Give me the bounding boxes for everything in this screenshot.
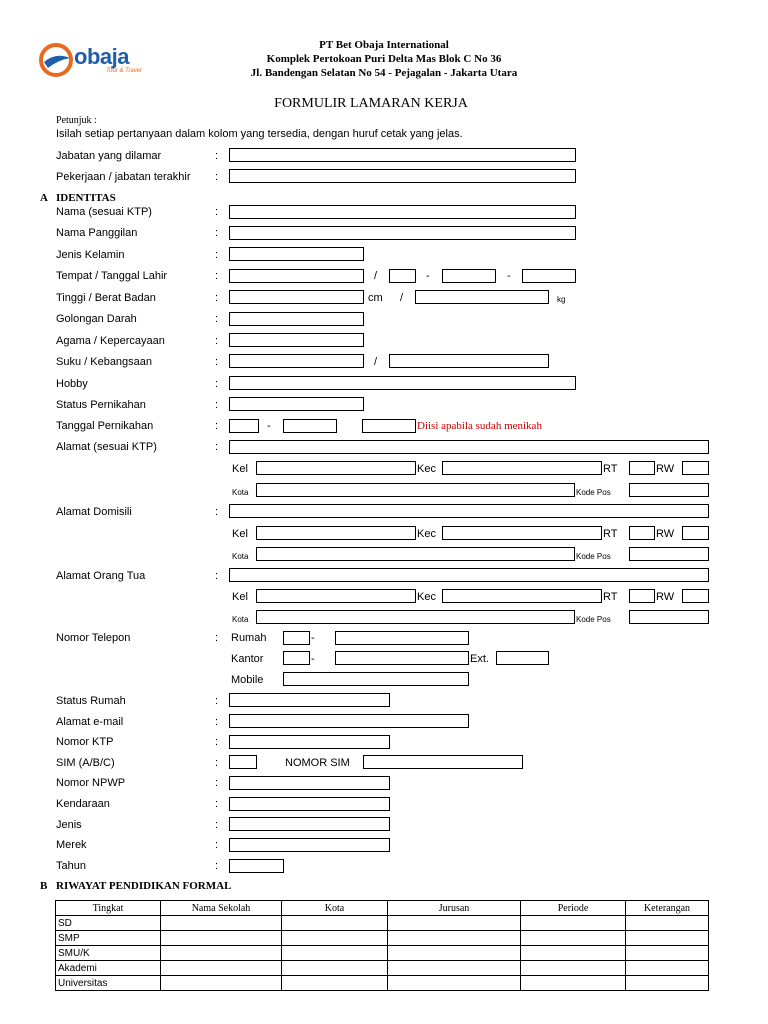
- rumah-label: Rumah: [231, 632, 267, 644]
- label-pekerjaan: Pekerjaan / jabatan terakhir: [56, 171, 191, 183]
- colon: :: [215, 441, 219, 453]
- label-jenis: Jenis: [56, 819, 82, 831]
- table-cell[interactable]: [521, 931, 626, 946]
- alamat-ortu-kota-field[interactable]: [256, 610, 575, 624]
- cm-label: cm: [368, 292, 383, 304]
- colon: :: [215, 839, 219, 851]
- form-title: FORMULIR LAMARAN KERJA: [274, 96, 468, 111]
- kendaraan-field[interactable]: [229, 797, 390, 811]
- alamat-ktp-kec-field[interactable]: [442, 461, 602, 475]
- colon: :: [215, 171, 219, 183]
- label-ktp: Nomor KTP: [56, 736, 114, 748]
- dash: -: [311, 632, 315, 644]
- agama-field[interactable]: [229, 333, 364, 347]
- alamat-domisili-kodepos-field[interactable]: [629, 547, 709, 561]
- rw-label: RW: [656, 591, 675, 603]
- hobby-field[interactable]: [229, 376, 576, 390]
- rumah-number-field[interactable]: [335, 631, 469, 645]
- label-kendaraan: Kendaraan: [56, 798, 110, 810]
- slash: /: [374, 356, 378, 368]
- suku-field[interactable]: [229, 354, 364, 368]
- tgl-nikah-month-field[interactable]: [283, 419, 337, 433]
- colon: :: [215, 378, 219, 390]
- status-nikah-field[interactable]: [229, 397, 364, 411]
- table-cell[interactable]: [521, 961, 626, 976]
- kantor-area-field[interactable]: [283, 651, 310, 665]
- table-cell[interactable]: [626, 931, 709, 946]
- label-alamat-ortu: Alamat Orang Tua: [56, 570, 146, 582]
- colon: :: [215, 399, 219, 411]
- colon: :: [215, 798, 219, 810]
- tinggi-field[interactable]: [229, 290, 364, 304]
- table-cell[interactable]: [161, 961, 282, 976]
- label-tgl-nikah: Tanggal Pernikahan: [56, 420, 154, 432]
- label-darah: Golongan Darah: [56, 313, 137, 325]
- jabatan-field[interactable]: [229, 148, 576, 162]
- colon: :: [215, 777, 219, 789]
- table-cell[interactable]: [161, 931, 282, 946]
- colon: :: [215, 736, 219, 748]
- tempat-lahir-field[interactable]: [229, 269, 364, 283]
- mobile-label: Mobile: [231, 674, 264, 686]
- kota-label: Kota: [232, 615, 249, 624]
- rt-label: RT: [603, 528, 618, 540]
- ext-field[interactable]: [496, 651, 549, 665]
- logo-subtext: Tour & Travel: [106, 68, 142, 74]
- table-cell[interactable]: [388, 916, 521, 931]
- kec-label: Kec: [417, 463, 436, 475]
- alamat-ktp-rt-field[interactable]: [629, 461, 655, 475]
- table-cell[interactable]: [388, 961, 521, 976]
- label-npwp: Nomor NPWP: [56, 777, 126, 789]
- table-cell[interactable]: [161, 916, 282, 931]
- darah-field[interactable]: [229, 312, 364, 326]
- section-a-title: IDENTITAS: [56, 192, 116, 204]
- column-header: Kota: [282, 901, 388, 916]
- instructions-text: Isilah setiap pertanyaan dalam kolom yang tersedia, dengan huruf cetak yang jelas.: [56, 128, 463, 140]
- label-suku: Suku / Kebangsaan: [56, 356, 153, 368]
- slash: /: [374, 270, 378, 282]
- kode-pos-label: Kode Pos: [576, 552, 611, 561]
- colon: :: [215, 270, 219, 282]
- alamat-ktp-kodepos-field[interactable]: [629, 483, 709, 497]
- alamat-ktp-kota-field[interactable]: [256, 483, 575, 497]
- column-header: Jurusan: [388, 901, 521, 916]
- jenis-field[interactable]: [229, 817, 390, 831]
- rt-label: RT: [603, 463, 618, 475]
- table-row: [56, 976, 709, 991]
- column-header: Nama Sekolah: [161, 901, 282, 916]
- alamat-ortu-field[interactable]: [229, 568, 709, 582]
- tingkat-cell: SD: [56, 916, 161, 931]
- tingkat-cell: SMP: [56, 931, 161, 946]
- dash: -: [311, 653, 315, 665]
- table-cell[interactable]: [388, 946, 521, 961]
- table-cell[interactable]: [161, 976, 282, 991]
- colon: :: [215, 227, 219, 239]
- kelamin-field[interactable]: [229, 247, 364, 261]
- colon: :: [215, 292, 219, 304]
- alamat-ortu-rw-field[interactable]: [682, 589, 709, 603]
- alamat-ortu-kel-field[interactable]: [256, 589, 416, 603]
- table-cell[interactable]: [282, 916, 388, 931]
- table-cell[interactable]: [626, 946, 709, 961]
- slash: /: [400, 292, 404, 304]
- rw-label: RW: [656, 463, 675, 475]
- table-cell[interactable]: [282, 946, 388, 961]
- tgl-lahir-day-field[interactable]: [389, 269, 416, 283]
- label-tinggi: Tinggi / Berat Badan: [56, 292, 156, 304]
- column-header: Periode: [521, 901, 626, 916]
- alamat-ortu-rt-field[interactable]: [629, 589, 655, 603]
- table-cell[interactable]: [282, 961, 388, 976]
- colon: :: [215, 356, 219, 368]
- status-rumah-field[interactable]: [229, 693, 390, 707]
- table-cell[interactable]: [626, 976, 709, 991]
- nikah-note: Diisi apabila sudah menikah: [417, 420, 542, 432]
- table-row: [56, 931, 709, 946]
- npwp-field[interactable]: [229, 776, 390, 790]
- colon: :: [215, 313, 219, 325]
- label-status-rumah: Status Rumah: [56, 695, 126, 707]
- alamat-domisili-rt-field[interactable]: [629, 526, 655, 540]
- colon: :: [215, 570, 219, 582]
- ktp-field[interactable]: [229, 735, 390, 749]
- table-cell[interactable]: [521, 916, 626, 931]
- panggilan-field[interactable]: [229, 226, 576, 240]
- tgl-nikah-day-field[interactable]: [229, 419, 259, 433]
- label-sim: SIM (A/B/C): [56, 757, 115, 769]
- pekerjaan-field[interactable]: [229, 169, 576, 183]
- label-ttl: Tempat / Tanggal Lahir: [56, 270, 168, 282]
- table-cell[interactable]: [161, 946, 282, 961]
- table-row: [56, 916, 709, 931]
- colon: :: [215, 632, 219, 644]
- label-agama: Agama / Kepercayaan: [56, 335, 165, 347]
- alamat-ortu-kodepos-field[interactable]: [629, 610, 709, 624]
- ext-label: Ext.: [470, 653, 489, 665]
- tingkat-cell: SMU/K: [56, 946, 161, 961]
- table-cell[interactable]: [388, 976, 521, 991]
- dash: -: [426, 270, 430, 282]
- kantor-number-field[interactable]: [335, 651, 469, 665]
- label-nama: Nama (sesuai KTP): [56, 206, 152, 218]
- section-b-title: RIWAYAT PENDIDIKAN FORMAL: [56, 880, 232, 892]
- alamat-ktp-field[interactable]: [229, 440, 709, 454]
- kota-label: Kota: [232, 552, 249, 561]
- kode-pos-label: Kode Pos: [576, 488, 611, 497]
- tgl-lahir-year-field[interactable]: [522, 269, 576, 283]
- colon: :: [215, 757, 219, 769]
- label-telepon: Nomor Telepon: [56, 632, 131, 644]
- tgl-nikah-year-field[interactable]: [362, 419, 416, 433]
- nomor-sim-field[interactable]: [363, 755, 523, 769]
- kec-label: Kec: [417, 591, 436, 603]
- column-header: Keterangan: [626, 901, 709, 916]
- table-cell[interactable]: [626, 916, 709, 931]
- column-header: Tingkat: [56, 901, 161, 916]
- tgl-lahir-month-field[interactable]: [442, 269, 496, 283]
- alamat-ktp-kel-field[interactable]: [256, 461, 416, 475]
- table-cell[interactable]: [626, 961, 709, 976]
- label-kelamin: Jenis Kelamin: [56, 249, 125, 261]
- colon: :: [215, 335, 219, 347]
- dash: -: [267, 420, 271, 432]
- kel-label: Kel: [232, 463, 248, 475]
- colon: :: [215, 819, 219, 831]
- alamat-domisili-kota-field[interactable]: [256, 547, 575, 561]
- instructions-label: Petunjuk :: [56, 115, 97, 126]
- label-status-nikah: Status Pernikahan: [56, 399, 146, 411]
- table-row: [56, 946, 709, 961]
- education-header-row: [56, 901, 709, 916]
- table-cell[interactable]: [388, 931, 521, 946]
- tingkat-cell: Akademi: [56, 961, 161, 976]
- kel-label: Kel: [232, 591, 248, 603]
- label-alamat-ktp: Alamat (sesuai KTP): [56, 441, 157, 453]
- merek-field[interactable]: [229, 838, 390, 852]
- table-row: [56, 961, 709, 976]
- alamat-ortu-kec-field[interactable]: [442, 589, 602, 603]
- rumah-area-field[interactable]: [283, 631, 310, 645]
- label-tahun: Tahun: [56, 860, 86, 872]
- tahun-field[interactable]: [229, 859, 284, 873]
- kebangsaan-field[interactable]: [389, 354, 549, 368]
- rw-label: RW: [656, 528, 675, 540]
- kec-label: Kec: [417, 528, 436, 540]
- colon: :: [215, 420, 219, 432]
- colon: :: [215, 716, 219, 728]
- alamat-domisili-kel-field[interactable]: [256, 526, 416, 540]
- label-alamat-domisili: Alamat Domisili: [56, 506, 132, 518]
- section-a-letter: A: [40, 192, 48, 204]
- label-hobby: Hobby: [56, 378, 88, 390]
- education-table: [55, 900, 709, 991]
- nama-field[interactable]: [229, 205, 576, 219]
- alamat-domisili-rw-field[interactable]: [682, 526, 709, 540]
- company-address-1: Komplek Pertokoan Puri Delta Mas Blok C No 36: [266, 53, 502, 65]
- table-cell[interactable]: [282, 976, 388, 991]
- label-email: Alamat e-mail: [56, 716, 124, 728]
- alamat-domisili-kec-field[interactable]: [442, 526, 602, 540]
- email-field[interactable]: [229, 714, 469, 728]
- label-panggilan: Nama Panggilan: [56, 227, 138, 239]
- logo-text: obaja: [74, 44, 129, 69]
- mobile-field[interactable]: [283, 672, 469, 686]
- rt-label: RT: [603, 591, 618, 603]
- dash: -: [507, 270, 511, 282]
- kode-pos-label: Kode Pos: [576, 615, 611, 624]
- kel-label: Kel: [232, 528, 248, 540]
- colon: :: [215, 150, 219, 162]
- alamat-domisili-field[interactable]: [229, 504, 709, 518]
- colon: :: [215, 860, 219, 872]
- table-cell[interactable]: [282, 931, 388, 946]
- tingkat-cell: Universitas: [56, 976, 161, 991]
- company-address-2: Jl. Bandengan Selatan No 54 - Pejagalan - Jakarta Utara: [250, 67, 518, 79]
- label-merek: Merek: [56, 839, 87, 851]
- table-cell[interactable]: [521, 946, 626, 961]
- kg-label: kg: [557, 295, 566, 304]
- colon: :: [215, 206, 219, 218]
- section-b-letter: B: [40, 880, 48, 892]
- kantor-label: Kantor: [231, 653, 264, 665]
- colon: :: [215, 695, 219, 707]
- berat-field[interactable]: [415, 290, 549, 304]
- kota-label: Kota: [232, 488, 249, 497]
- colon: :: [215, 249, 219, 261]
- sim-type-field[interactable]: [229, 755, 257, 769]
- company-name: PT Bet Obaja International: [319, 39, 449, 51]
- label-jabatan: Jabatan yang dilamar: [56, 150, 162, 162]
- colon: :: [215, 506, 219, 518]
- alamat-ktp-rw-field[interactable]: [682, 461, 709, 475]
- nomor-sim-label: NOMOR SIM: [285, 757, 350, 769]
- table-cell[interactable]: [521, 976, 626, 991]
